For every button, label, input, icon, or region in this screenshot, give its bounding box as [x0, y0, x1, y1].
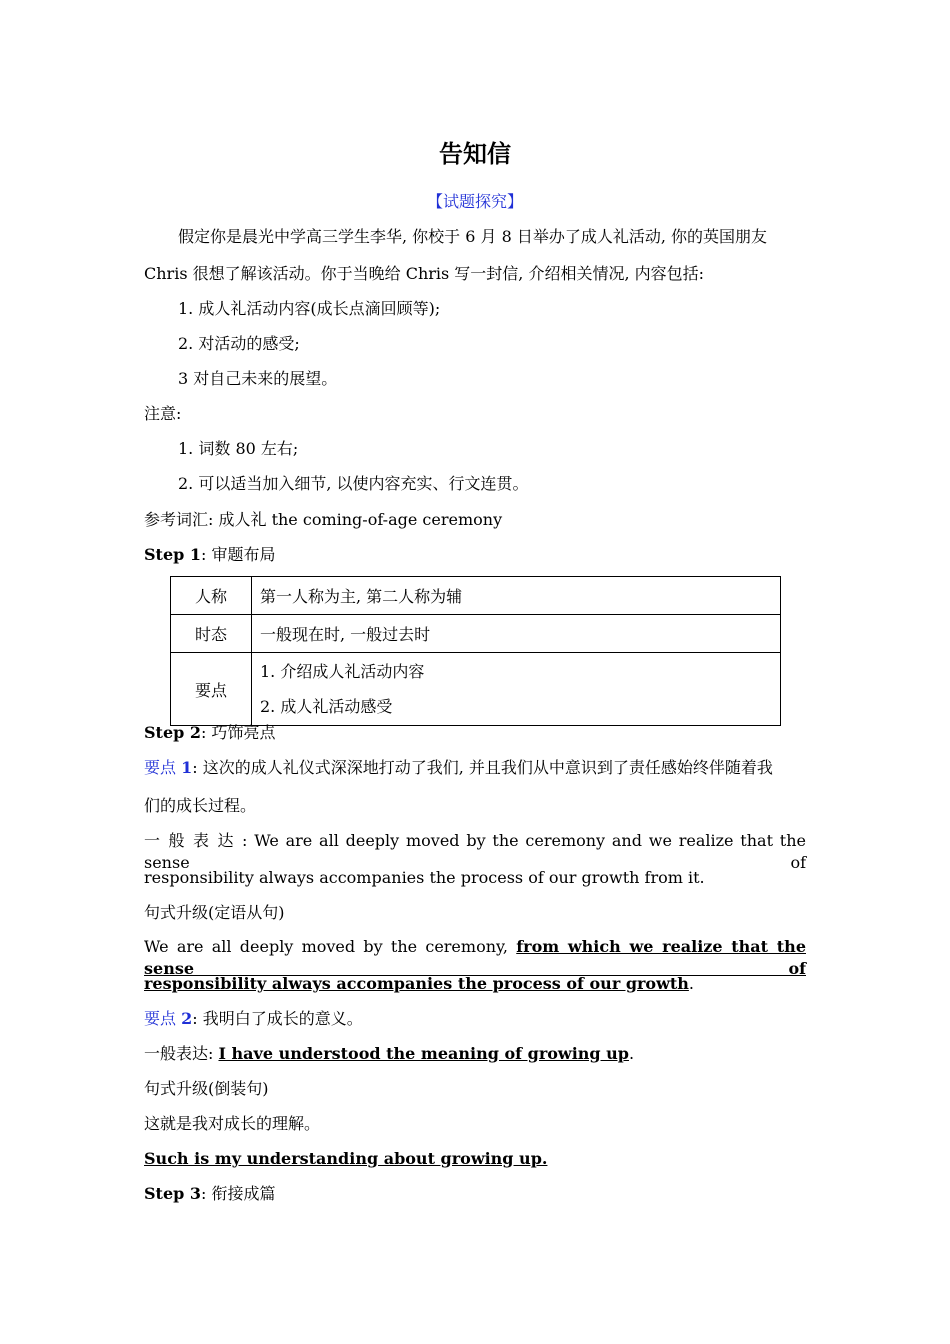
section-heading: 【试题探究】: [426, 192, 523, 211]
point1-upgrade-line-2: [144, 973, 806, 995]
point1-upgrade-label: 句式升级(定语从句): [144, 903, 285, 922]
table-value: 2. 成人礼活动感受: [260, 697, 393, 716]
point2-en-bold: Such is my understanding about growing up.: [144, 1149, 548, 1168]
prompt-item-1: 1. 成人礼活动内容(成长点滴回顾等);: [178, 299, 441, 318]
prompt-item-2: 2. 对活动的感受;: [178, 334, 300, 353]
prompt-item-3: 3 对自己未来的展望。: [178, 369, 338, 388]
general-label: 一 般 表 达 :: [144, 831, 255, 850]
notes-label: 注意:: [144, 404, 182, 423]
point1-num: 1: [181, 758, 193, 777]
point1-line-2: 们的成长过程。: [144, 796, 257, 815]
point2-num: 2: [181, 1009, 193, 1028]
step3-heading: [144, 1183, 806, 1205]
upgrade-plain: We are all deeply moved by the ceremony,: [144, 937, 517, 956]
point1-label: 要点: [144, 758, 182, 777]
point2-cn: 这就是我对成长的理解。: [144, 1114, 321, 1133]
table-value: 第一人称为主, 第二人称为辅: [252, 577, 781, 615]
point2-line: [144, 1008, 806, 1030]
point2-general: [144, 1043, 806, 1065]
point1-line-1: [144, 757, 806, 779]
upgrade-bold: responsibility always accompanies the process of our growth: [144, 974, 689, 993]
page-title: 告知信: [439, 139, 511, 168]
table-key: 人称: [171, 577, 252, 615]
analysis-table: [170, 576, 781, 726]
point1-general-line-2: responsibility always accompanies the process of our growth from it.: [144, 868, 705, 887]
point2-label: 要点: [144, 1009, 182, 1028]
table-value-cell: [252, 653, 781, 726]
table-key: 要点: [171, 653, 252, 726]
upgrade-bold: from which we realize that the sense of: [144, 937, 806, 978]
table-key: 时态: [171, 615, 252, 653]
step2-heading: [144, 722, 806, 744]
table-row: [171, 653, 781, 726]
step2-text: : 巧饰亮点: [201, 723, 276, 742]
point2-text: : 我明白了成长的意义。: [192, 1009, 363, 1028]
vocab-line: 参考词汇: 成人礼 the coming-of-age ceremony: [144, 510, 503, 529]
general-bold: I have understood the meaning of growing up: [218, 1044, 629, 1063]
step2-label: Step 2: [144, 723, 202, 742]
general-text: We are all deeply moved by the ceremony and we realize that the sense of: [144, 831, 806, 872]
step1-text: : 审题布局: [201, 545, 276, 564]
step1-heading: [144, 544, 806, 566]
prompt-line-2: Chris 很想了解该活动。你于当晚给 Chris 写一封信, 介绍相关情况, 内容包括:: [144, 264, 705, 283]
table-value: 一般现在时, 一般过去时: [252, 615, 781, 653]
table-row: [171, 577, 781, 615]
general-label: 一般表达:: [144, 1044, 219, 1063]
note-2: 2. 可以适当加入细节, 以使内容充实、行文连贯。: [178, 474, 529, 493]
prompt-line-1: 假定你是晨光中学高三学生李华, 你校于 6 月 8 日举办了成人礼活动, 你的英国朋友: [178, 227, 768, 246]
note-1: 1. 词数 80 左右;: [178, 439, 299, 458]
point2-upgrade-label: 句式升级(倒装句): [144, 1079, 269, 1098]
general-end: .: [628, 1044, 635, 1063]
upgrade-end: .: [688, 974, 694, 993]
step3-label: Step 3: [144, 1184, 202, 1203]
table-value: 1. 介绍成人礼活动内容: [260, 662, 425, 681]
step1-label: Step 1: [144, 545, 202, 564]
step3-text: : 衔接成篇: [201, 1184, 276, 1203]
table-row: [171, 615, 781, 653]
point1-text: : 这次的成人礼仪式深深地打动了我们, 并且我们从中意识到了责任感始终伴随着我: [192, 758, 773, 777]
point2-en: [144, 1148, 806, 1170]
